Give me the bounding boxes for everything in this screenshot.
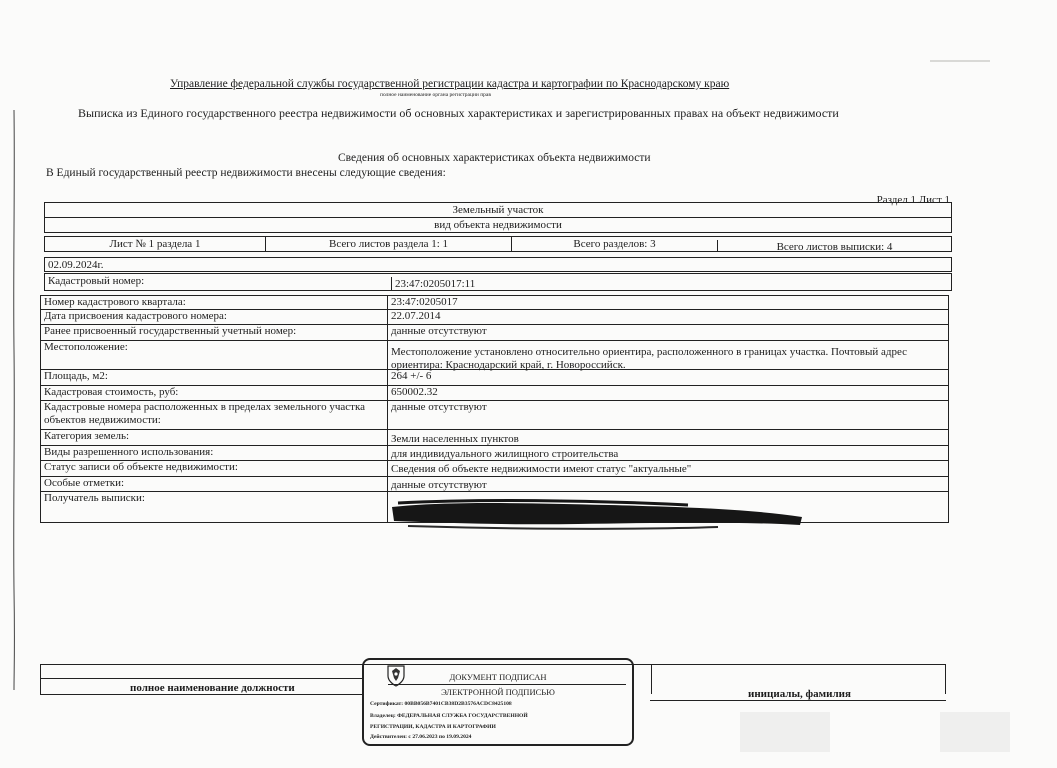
- total-sheets-section: Всего листов раздела 1: 1: [265, 237, 511, 251]
- row-label: Категория земель:: [44, 430, 130, 442]
- binding-margin-line: [12, 110, 16, 690]
- row-label: Ранее присвоенный государственный учетный номер:: [44, 325, 297, 337]
- row-label: Кадастровые номера расположенных в пределах земельного участка объектов недвижимости:: [44, 401, 366, 426]
- cadastral-number-label: Кадастровый номер:: [48, 275, 145, 287]
- row-value: 264 +/- 6: [387, 370, 948, 385]
- row-value: Местоположение установлено относительно ориентира, расположенного в границах участка. Почтовый адрес ориентира: Краснодарский край, г. Новороссийск.: [387, 341, 948, 369]
- table-row: [41, 386, 948, 401]
- row-label: Дата присвоения кадастрового номера:: [44, 310, 227, 322]
- section-sheet-label: Раздел 1 Лист 1: [876, 194, 950, 206]
- row-label: Кадастровая стоимость, руб:: [44, 386, 179, 398]
- intro-text: В Единый государственный реестр недвижимости внесены следующие сведения:: [46, 167, 446, 179]
- object-kind-row: [44, 202, 952, 218]
- total-sections: Всего разделов: 3: [511, 237, 717, 251]
- certificate-owner: Владелец: ФЕДЕРАЛЬНАЯ СЛУЖБА ГОСУДАРСТВЕННОЙ: [370, 713, 528, 719]
- stamp-line-2: ЭЛЕКТРОННОЙ ПОДПИСЬЮ: [441, 687, 555, 697]
- total-sheets: Всего листов выписки: 4: [717, 240, 951, 251]
- section-title: Сведения об основных характеристиках объекта недвижимости: [338, 152, 651, 164]
- row-label: Особые отметки:: [44, 477, 125, 489]
- extract-date: 02.09.2024г.: [48, 259, 104, 271]
- date-row: [44, 257, 952, 272]
- scan-noise: [740, 712, 830, 752]
- stamp-line-1: ДОКУМЕНТ ПОДПИСАН: [449, 672, 547, 682]
- sheet-info-row: [44, 236, 952, 252]
- object-kind: Земельный участок: [452, 204, 544, 216]
- row-value: данные отсутствуют: [387, 325, 948, 340]
- row-value: 650002.32: [387, 386, 948, 400]
- row-label: Виды разрешенного использования:: [44, 446, 214, 458]
- table-row: [41, 310, 948, 325]
- certificate-validity: Действителен: с 27.06.2023 по 19.09.2024: [370, 734, 472, 740]
- table-row: [41, 430, 948, 446]
- scan-noise: [930, 60, 990, 62]
- certificate-number: Сертификат: 00BB056B7401CB38D2B3576ACDC8425108: [370, 701, 512, 707]
- table-row: [41, 296, 948, 310]
- scan-noise: [940, 712, 1010, 752]
- row-label: Местоположение:: [44, 341, 128, 353]
- row-value: 22.07.2014: [387, 310, 948, 324]
- cadastral-number-row: [44, 273, 952, 291]
- row-label: Статус записи об объекте недвижимости:: [44, 461, 238, 473]
- agency-caption: полное наименование органа регистрации прав: [380, 92, 491, 98]
- row-value: данные отсутствуют: [387, 401, 948, 429]
- row-value: Земли населенных пунктов: [387, 430, 948, 445]
- name-label: инициалы, фамилия: [748, 688, 851, 700]
- row-value: данные отсутствуют: [387, 477, 948, 491]
- position-label: полное наименование должности: [130, 682, 295, 694]
- object-kind-caption: вид объекта недвижимости: [434, 219, 562, 231]
- row-label: Номер кадастрового квартала:: [44, 296, 186, 308]
- table-row: [41, 477, 948, 492]
- certificate-owner-2: РЕГИСТРАЦИИ, КАДАСТРА И КАРТОГРАФИИ: [370, 724, 496, 730]
- table-row: [41, 325, 948, 341]
- cadastral-number-value: 23:47:0205017:11: [391, 277, 951, 290]
- document-title: Выписка из Единого государственного реестра недвижимости об основных характеристиках и зарегистрированных правах на объект недвижимости: [78, 106, 839, 120]
- table-row: [41, 370, 948, 386]
- row-label: Получатель выписки:: [44, 492, 145, 504]
- table-row: [41, 446, 948, 461]
- table-row: [41, 401, 948, 430]
- sheet-number: Лист № 1 раздела 1: [109, 238, 201, 250]
- details-table: [40, 295, 949, 523]
- object-kind-caption-row: [44, 217, 952, 233]
- agency-name: Управление федеральной службы государственной регистрации кадастра и картографии по Краснодарскому краю: [170, 78, 730, 90]
- redaction-mark: [388, 497, 808, 531]
- row-value: 23:47:0205017: [387, 296, 948, 309]
- row-label: Площадь, м2:: [44, 370, 108, 382]
- table-row: [41, 341, 948, 370]
- row-value: Сведения об объекте недвижимости имеют статус "актуальные": [387, 461, 948, 476]
- table-row: [41, 461, 948, 477]
- e-signature-stamp: [362, 658, 634, 746]
- row-value: для индивидуального жилищного строительства: [387, 446, 948, 460]
